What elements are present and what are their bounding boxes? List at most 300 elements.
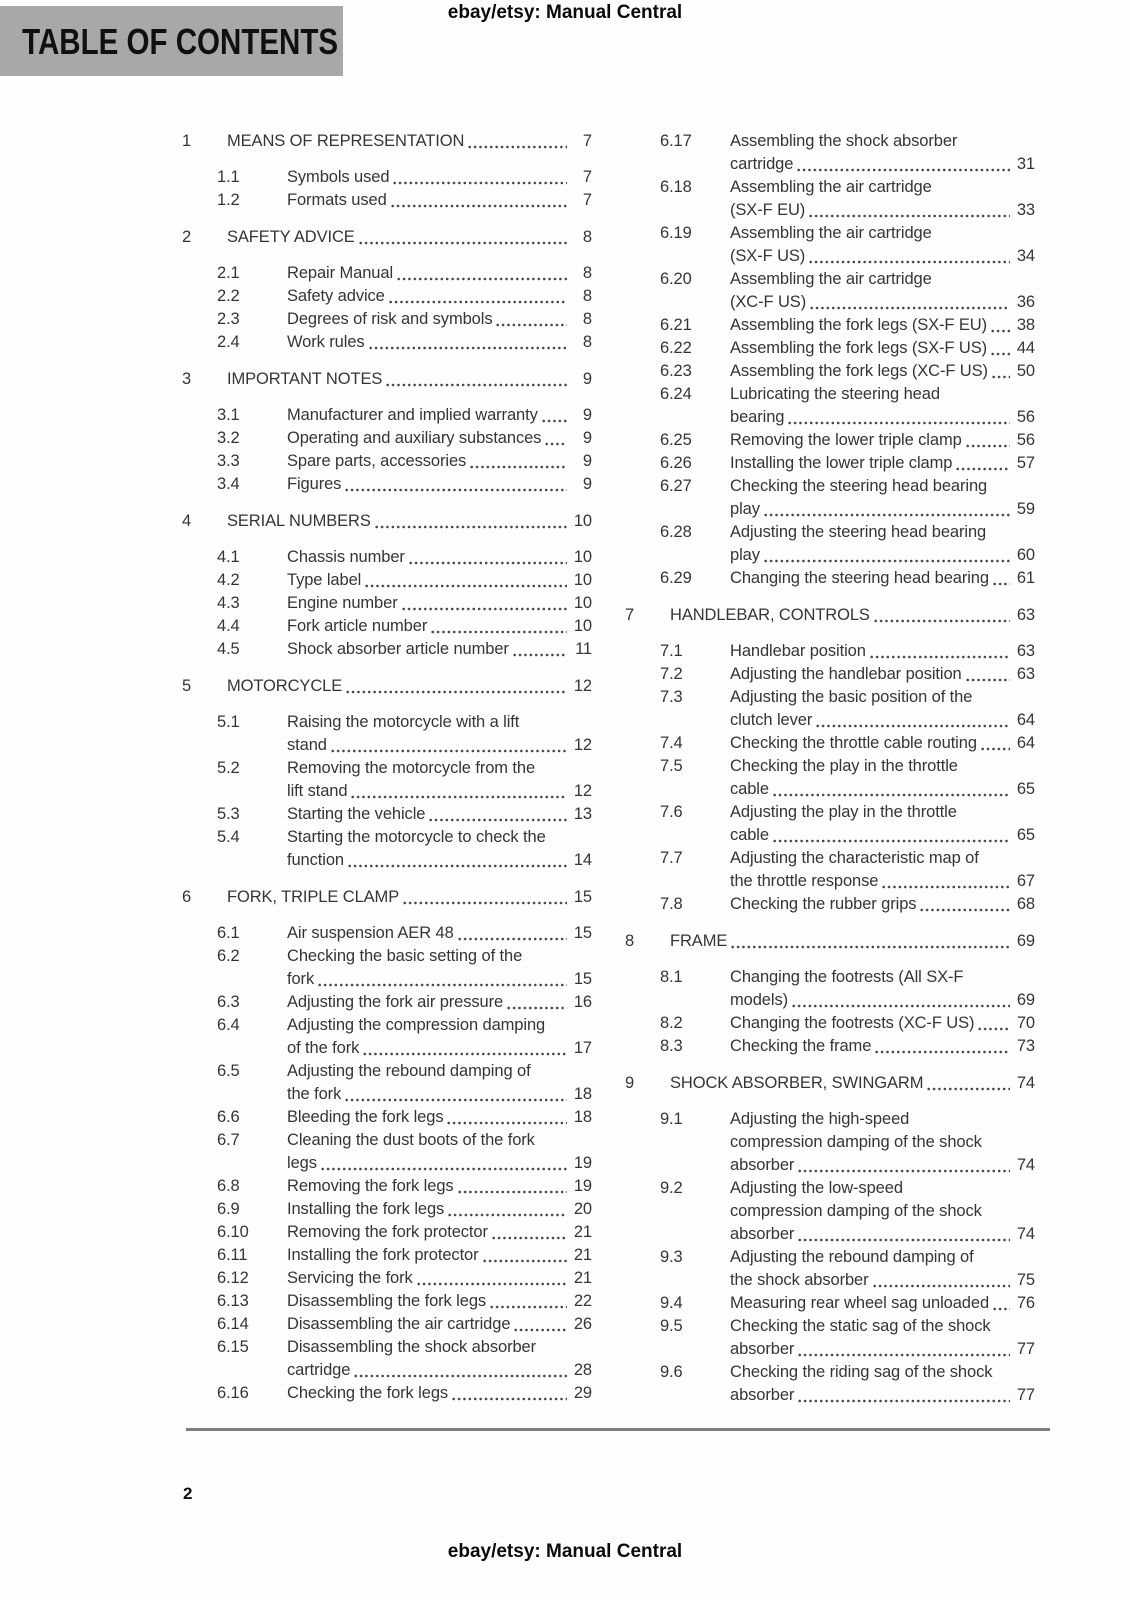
toc-entry-title: [287, 1106, 592, 1129]
toc-entry-title: [287, 1244, 592, 1267]
dot-leader: [919, 908, 1010, 912]
toc-entry-number: 4.1: [217, 548, 240, 566]
toc-title-text: Figures: [287, 475, 342, 493]
toc-entry-title: [730, 1035, 1035, 1058]
toc-title-text: absorber: [730, 1225, 795, 1243]
toc-entry-page: 7: [582, 132, 592, 150]
toc-entry-title: [730, 1315, 1035, 1361]
toc-title-text: Changing the steering head bearing: [730, 569, 989, 587]
toc-title-lastline: [670, 1072, 1035, 1095]
toc-entry-title: [730, 1246, 1035, 1292]
toc-entry-page: 56: [1016, 431, 1035, 449]
toc-title-text: Type label: [287, 571, 362, 589]
toc-entry-title: [227, 510, 592, 533]
toc-entry-title: [730, 475, 1035, 521]
toc-title-line: Raising the motorcycle with a lift: [287, 713, 520, 731]
toc-column-right: [625, 130, 1035, 1407]
toc-entry-page: 12: [573, 677, 592, 695]
toc-section-row: [217, 945, 592, 991]
toc-entry-title: [287, 991, 592, 1014]
dot-leader: [881, 885, 1010, 889]
toc-entry-title: [287, 569, 592, 592]
toc-title-lastline: [287, 427, 592, 450]
toc-title-lastline: [287, 1083, 592, 1106]
toc-entry-page: 76: [1016, 1294, 1035, 1312]
dot-leader: [991, 375, 1010, 379]
toc-title-text: of the fork: [287, 1039, 360, 1057]
toc-title-text: Assembling the fork legs (SX-F US): [730, 339, 988, 357]
toc-entry-title: [287, 945, 592, 991]
toc-title-lastline: [730, 314, 1035, 337]
dot-leader: [992, 582, 1010, 586]
toc-title-line: Adjusting the rebound damping of: [287, 1062, 531, 1080]
toc-section-row: [217, 473, 592, 496]
toc-entry-page: 18: [573, 1108, 592, 1126]
toc-entry-number: 7.6: [660, 803, 683, 821]
toc-title-text: Shock absorber article number: [287, 640, 509, 658]
toc-entry-title: [287, 262, 592, 285]
toc-entry-page: 9: [582, 370, 592, 388]
toc-title-text: models): [730, 991, 788, 1009]
toc-section-row: [660, 130, 1035, 176]
toc-entry-page: 8: [582, 333, 592, 351]
toc-entry-title: [287, 189, 592, 212]
toc-entry-number: 6.7: [217, 1131, 240, 1149]
toc-entry-title: [287, 1129, 592, 1175]
toc-title-lastline: [287, 991, 592, 1014]
toc-title-lastline: [287, 849, 592, 872]
toc-entry-number: 5.4: [217, 828, 240, 846]
toc-entry-page: 56: [1016, 408, 1035, 426]
toc-title-line: compression damping of the shock: [730, 1202, 982, 1220]
toc-title-text: Assembling the fork legs (XC-F US): [730, 362, 988, 380]
toc-section-row: [217, 427, 592, 450]
toc-title-lastline: [730, 640, 1035, 663]
toc-entry-title: [730, 847, 1035, 893]
toc-entry-number: 4: [182, 512, 192, 530]
toc-title-lastline: [287, 404, 592, 427]
toc-chapter-row: [625, 1072, 1035, 1095]
toc-entry-number: 8.2: [660, 1014, 683, 1032]
toc-entry-title: [730, 176, 1035, 222]
toc-entry-number: 6.2: [217, 947, 240, 965]
toc-entry-title: [227, 886, 592, 909]
toc-section-row: [660, 452, 1035, 475]
toc-title-text: Installing the lower triple clamp: [730, 454, 953, 472]
toc-title-text: SAFETY ADVICE: [227, 228, 355, 246]
toc-entry-title: [227, 226, 592, 249]
toc-title-lastline: [730, 709, 1035, 732]
toc-title-lastline: [227, 510, 592, 533]
toc-title-text: bearing: [730, 408, 785, 426]
toc-section-row: [217, 1267, 592, 1290]
toc-section-row: [217, 826, 592, 872]
toc-entry-number: 3.2: [217, 429, 240, 447]
dot-leader: [430, 630, 567, 634]
toc-entry-page: 15: [573, 888, 592, 906]
toc-title-text: Checking the throttle cable routing: [730, 734, 977, 752]
toc-title-text: Checking the rubber grips: [730, 895, 917, 913]
toc-entry-title: [670, 604, 1035, 627]
toc-title-lastline: [730, 1338, 1035, 1361]
toc-entry-number: 6.28: [660, 523, 692, 541]
toc-section-row: [660, 429, 1035, 452]
toc-entry-title: [287, 331, 592, 354]
toc-entry-title: [287, 1014, 592, 1060]
footer-divider: [186, 1428, 1050, 1431]
dot-leader: [457, 937, 567, 941]
toc-entry-number: 6.22: [660, 339, 692, 357]
toc-entry-title: [287, 1221, 592, 1244]
toc-title-lastline: [730, 337, 1035, 360]
toc-title-text: Handlebar position: [730, 642, 866, 660]
dot-leader: [965, 678, 1010, 682]
dot-leader: [763, 513, 1010, 517]
toc-entry-page: 64: [1016, 711, 1035, 729]
toc-entry-title: [287, 427, 592, 450]
toc-title-lastline: [730, 1223, 1035, 1246]
toc-entry-number: 7.5: [660, 757, 683, 775]
toc-title-lastline: [730, 429, 1035, 452]
toc-title-lastline: [287, 1290, 592, 1313]
toc-entry-title: [287, 308, 592, 331]
toc-entry-number: 7.7: [660, 849, 683, 867]
toc-title-text: Removing the fork legs: [287, 1177, 454, 1195]
toc-section-row: [660, 383, 1035, 429]
toc-entry-title: [730, 130, 1035, 176]
toc-entry-page: 20: [573, 1200, 592, 1218]
toc-section-row: [660, 893, 1035, 916]
toc-title-line: Checking the play in the throttle: [730, 757, 958, 775]
toc-title-lastline: [670, 604, 1035, 627]
toc-entry-title: [287, 711, 592, 757]
toc-entry-page: 13: [573, 805, 592, 823]
toc-entry-page: 70: [1016, 1014, 1035, 1032]
toc-section-row: [217, 404, 592, 427]
toc-entry-number: 6.18: [660, 178, 692, 196]
toc-chapter-row: [182, 226, 592, 249]
toc-title-text: Safety advice: [287, 287, 385, 305]
dot-leader: [808, 214, 1010, 218]
toc-title-lastline: [730, 893, 1035, 916]
toc-section-row: [217, 166, 592, 189]
page-number: 2: [183, 1484, 193, 1503]
dot-leader: [392, 181, 567, 185]
toc-title-text: Checking the fork legs: [287, 1384, 449, 1402]
toc-section-row: [660, 732, 1035, 755]
toc-entry-page: 7: [582, 191, 592, 209]
toc-section-row: [660, 966, 1035, 1012]
toc-entry-page: 21: [573, 1246, 592, 1264]
toc-title-lastline: [287, 262, 592, 285]
toc-title-line: Adjusting the rebound damping of: [730, 1248, 974, 1266]
toc-entry-page: 67: [1016, 872, 1035, 890]
toc-title-text: Starting the vehicle: [287, 805, 426, 823]
toc-title-text: Chassis number: [287, 548, 405, 566]
toc-section-row: [217, 757, 592, 803]
dot-leader: [926, 1087, 1010, 1091]
toc-section-row: [217, 1290, 592, 1313]
dot-leader: [808, 260, 1010, 264]
toc-title-text: Removing the lower triple clamp: [730, 431, 962, 449]
toc-section-row: [217, 1244, 592, 1267]
dot-leader: [990, 352, 1010, 356]
toc-section-row: [217, 803, 592, 826]
toc-section-row: [217, 592, 592, 615]
toc-title-lastline: [287, 1382, 592, 1405]
toc-title-lastline: [287, 734, 592, 757]
toc-title-lastline: [287, 166, 592, 189]
toc-title-lastline: [730, 732, 1035, 755]
toc-entry-number: 6.4: [217, 1016, 240, 1034]
dot-leader: [869, 655, 1010, 659]
toc-entry-number: 8: [625, 932, 635, 950]
toc-entry-number: 9.3: [660, 1248, 683, 1266]
toc-title-text: Air suspension AER 48: [287, 924, 454, 942]
toc-entry-title: [287, 546, 592, 569]
toc-entry-number: 6.17: [660, 132, 692, 150]
toc-entry-title: [227, 130, 592, 153]
toc-title-lastline: [227, 886, 592, 909]
toc-title-lastline: [730, 989, 1035, 1012]
toc-title-text: Manufacturer and implied warranty: [287, 406, 538, 424]
toc-section-row: [660, 1177, 1035, 1246]
toc-section-row: [660, 521, 1035, 567]
toc-section-row: [660, 755, 1035, 801]
toc-title-text: cartridge: [287, 1361, 351, 1379]
toc-entry-number: 3.4: [217, 475, 240, 493]
toc-entry-page: 38: [1016, 316, 1035, 334]
dot-leader: [965, 444, 1010, 448]
toc-entry-number: 4.5: [217, 640, 240, 658]
toc-title-lastline: [227, 675, 592, 698]
toc-title-line: Adjusting the steering head bearing: [730, 523, 987, 541]
toc-entry-number: 3.3: [217, 452, 240, 470]
toc-title-text: absorber: [730, 1340, 795, 1358]
toc-entry-number: 6.16: [217, 1384, 249, 1402]
toc-title-line: Adjusting the play in the throttle: [730, 803, 957, 821]
toc-title-lastline: [287, 569, 592, 592]
dot-leader: [390, 204, 567, 208]
dot-leader: [797, 1238, 1010, 1242]
toc-entry-title: [730, 686, 1035, 732]
toc-title-lastline: [730, 1012, 1035, 1035]
toc-entry-title: [287, 450, 592, 473]
toc-entry-title: [730, 801, 1035, 847]
dot-leader: [353, 1374, 567, 1378]
toc-title-line: Checking the static sag of the shock: [730, 1317, 991, 1335]
toc-entry-page: 14: [573, 851, 592, 869]
toc-entry-page: 36: [1016, 293, 1035, 311]
toc-title-lastline: [287, 1175, 592, 1198]
toc-title-text: FRAME: [670, 932, 728, 950]
toc-title-text: play: [730, 546, 760, 564]
toc-title-line: Adjusting the low-speed: [730, 1179, 903, 1197]
toc-section-row: [660, 475, 1035, 521]
toc-chapter-row: [182, 675, 592, 698]
toc-title-lastline: [287, 1267, 592, 1290]
toc-title-text: (SX-F US): [730, 247, 806, 265]
toc-entry-page: 74: [1016, 1225, 1035, 1243]
dot-leader: [489, 1305, 567, 1309]
toc-entry-page: 11: [575, 640, 592, 658]
toc-entry-number: 6.3: [217, 993, 240, 1011]
dot-leader: [347, 864, 567, 868]
toc-entry-number: 4.4: [217, 617, 240, 635]
toc-entry-number: 7: [625, 606, 635, 624]
dot-leader: [495, 323, 567, 327]
toc-entry-title: [730, 452, 1035, 475]
toc-entry-page: 26: [573, 1315, 592, 1333]
toc-entry-title: [287, 285, 592, 308]
toc-title-text: Symbols used: [287, 168, 390, 186]
toc-title-lastline: [287, 1313, 592, 1336]
toc-title-lastline: [287, 189, 592, 212]
dot-leader: [330, 749, 567, 753]
dot-leader: [506, 1006, 567, 1010]
toc-entry-page: 15: [573, 970, 592, 988]
toc-entry-page: 17: [573, 1039, 592, 1057]
toc-section-row: [660, 640, 1035, 663]
toc-title-lastline: [287, 638, 592, 661]
toc-entry-title: [730, 966, 1035, 1012]
toc-entry-page: 61: [1016, 569, 1035, 587]
toc-title-lastline: [670, 930, 1035, 953]
dot-leader: [873, 619, 1010, 623]
toc-entry-number: 6.10: [217, 1223, 249, 1241]
toc-entry-page: 22: [573, 1292, 592, 1310]
toc-entry-number: 6.20: [660, 270, 692, 288]
dot-leader: [872, 1284, 1010, 1288]
toc-entry-page: 60: [1016, 546, 1035, 564]
dot-leader: [350, 795, 567, 799]
dot-leader: [541, 419, 567, 423]
toc-entry-page: 65: [1016, 826, 1035, 844]
toc-entry-title: [287, 1060, 592, 1106]
toc-title-lastline: [287, 803, 592, 826]
toc-entry-page: 63: [1016, 665, 1035, 683]
toc-title-lastline: [287, 473, 592, 496]
toc-section-row: [660, 847, 1035, 893]
toc-entry-number: 6.1: [217, 924, 240, 942]
toc-title-text: Servicing the fork: [287, 1269, 413, 1287]
dot-leader: [428, 818, 567, 822]
toc-entry-page: 69: [1016, 991, 1035, 1009]
toc-entry-page: 31: [1016, 155, 1035, 173]
dot-leader: [491, 1236, 567, 1240]
toc-section-row: [660, 686, 1035, 732]
toc-title-line: Assembling the shock absorber: [730, 132, 958, 150]
toc-title-lastline: [287, 1221, 592, 1244]
toc-entry-title: [730, 521, 1035, 567]
toc-entry-number: 7.2: [660, 665, 683, 683]
toc-entry-title: [730, 1292, 1035, 1315]
toc-section-row: [217, 922, 592, 945]
toc-entry-number: 5: [182, 677, 192, 695]
toc-title-text: Operating and auxiliary substances: [287, 429, 542, 447]
toc-entry-title: [730, 567, 1035, 590]
toc-entry-title: [730, 360, 1035, 383]
page-title: TABLE OF CONTENTS: [22, 21, 339, 62]
toc-entry-title: [287, 638, 592, 661]
toc-entry-title: [730, 337, 1035, 360]
toc-entry-page: 65: [1016, 780, 1035, 798]
toc-title-lastline: [287, 450, 592, 473]
toc-title-text: the throttle response: [730, 872, 879, 890]
toc-entry-number: 6.26: [660, 454, 692, 472]
toc-title-line: Changing the footrests (All SX-F: [730, 968, 964, 986]
dot-leader: [955, 467, 1010, 471]
toc-title-lastline: [730, 567, 1035, 590]
toc-chapter-row: [625, 930, 1035, 953]
toc-title-text: MEANS OF REPRESENTATION: [227, 132, 465, 150]
dot-leader: [317, 983, 567, 987]
toc-entry-number: 6.12: [217, 1269, 249, 1287]
toc-entry-page: 29: [573, 1384, 592, 1402]
toc-title-line: Removing the motorcycle from the: [287, 759, 536, 777]
toc-section-row: [217, 638, 592, 661]
toc-entry-number: 9: [625, 1074, 635, 1092]
dot-leader: [344, 488, 567, 492]
toc-entry-number: 4.3: [217, 594, 240, 612]
toc-title-text: SHOCK ABSORBER, SWINGARM: [670, 1074, 924, 1092]
toc-title-lastline: [287, 922, 592, 945]
dot-leader: [320, 1167, 567, 1171]
toc-title-text: IMPORTANT NOTES: [227, 370, 383, 388]
toc-entry-page: 74: [1016, 1074, 1035, 1092]
toc-entry-title: [730, 640, 1035, 663]
toc-entry-title: [287, 404, 592, 427]
toc-entry-title: [730, 1361, 1035, 1407]
toc-entry-page: 12: [573, 782, 592, 800]
toc-entry-title: [227, 675, 592, 698]
toc-title-line: Checking the basic setting of the: [287, 947, 523, 965]
dot-leader: [791, 1004, 1010, 1008]
toc-title-text: Checking the frame: [730, 1037, 872, 1055]
dot-leader: [797, 1169, 1010, 1173]
toc-entry-page: 8: [582, 264, 592, 282]
toc-entry-page: 10: [573, 548, 592, 566]
toc-entry-number: 2.3: [217, 310, 240, 328]
toc-section-row: [660, 663, 1035, 686]
toc-entry-number: 3: [182, 370, 192, 388]
toc-title-text: function: [287, 851, 344, 869]
toc-title-lastline: [730, 406, 1035, 429]
toc-title-text: Repair Manual: [287, 264, 394, 282]
toc-title-line: Adjusting the characteristic map of: [730, 849, 979, 867]
toc-entry-page: 10: [573, 594, 592, 612]
toc-title-lastline: [730, 153, 1035, 176]
toc-title-text: HANDLEBAR, CONTROLS: [670, 606, 870, 624]
toc-entry-title: [730, 1108, 1035, 1177]
toc-title-text: Degrees of risk and symbols: [287, 310, 493, 328]
toc-entry-number: 6.29: [660, 569, 692, 587]
dot-leader: [368, 346, 567, 350]
toc-section-row: [217, 331, 592, 354]
toc-entry-title: [287, 1336, 592, 1382]
toc-title-lastline: [730, 1292, 1035, 1315]
dot-leader: [358, 241, 567, 245]
toc-entry-number: 3.1: [217, 406, 240, 424]
dot-leader: [730, 945, 1010, 949]
toc-title-text: Adjusting the handlebar position: [730, 665, 962, 683]
toc-entry-title: [730, 314, 1035, 337]
toc-entry-page: 18: [573, 1085, 592, 1103]
toc-entry-page: 21: [573, 1269, 592, 1287]
toc-entry-number: 9.6: [660, 1363, 683, 1381]
toc-section-row: [660, 176, 1035, 222]
toc-title-text: the fork: [287, 1085, 342, 1103]
